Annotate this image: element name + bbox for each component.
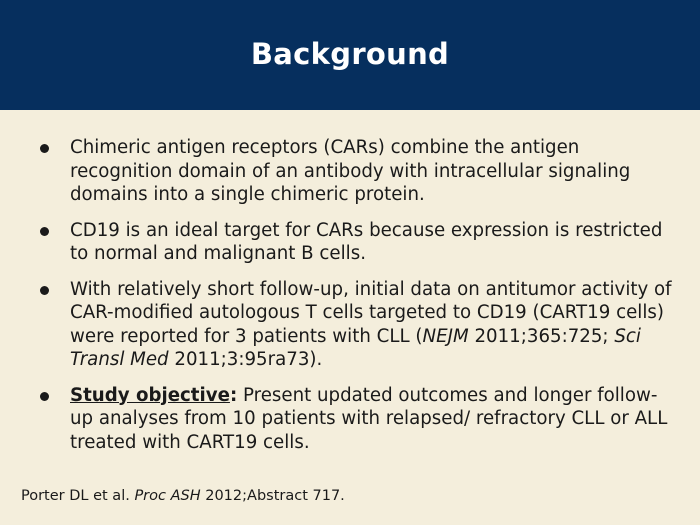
source-citation [21,487,345,505]
citation-journal: Proc ASH [134,488,201,504]
bullet-list [38,136,678,466]
reference-journal-sci-transl-med: Sci Transl Med [70,325,641,370]
bullet-text: CD19 is an ideal target for CARs because expression is restricted to normal and malignant B cells. [70,219,663,264]
reference-citation-nejm: 2011;365:725; [468,325,615,347]
bullet-text [70,278,678,372]
study-objective-text: Present updated outcomes and longer follow-up analyses from 10 patients with relapsed/ refractory CLL or ALL treated with CART19 cells. [70,384,668,453]
bullet-text: Chimeric antigen receptors (CARs) combine the antigen recognition domain of an antibody with intracellular signaling domains into a single chimeric protein. [70,137,631,205]
reference-journal-nejm: NEJM [422,325,469,347]
bullet-dot-icon [40,392,49,401]
bullet-dot-icon [40,144,49,153]
slide-title: Background [250,37,450,71]
bullet-text-main: With relatively short follow-up, initial data on antitumor activity of CAR-modified autologous T cells targeted to CD19 (CART19 cells) were reported for 3 patients with CLL ( [70,278,672,347]
bullet-dot-icon [40,286,49,295]
reference-citation-sci-transl-med: 2011;3:95ra73). [168,349,323,370]
bullet-text [70,384,678,455]
bullet-item-study-objective [38,384,678,455]
bullet-dot-icon [40,227,49,236]
bullet-item-cd19 [38,219,678,266]
study-objective-label: Study objective [70,384,230,406]
citation-authors: Porter DL et al. [21,488,135,504]
bullet-item-initial-data [38,278,678,372]
bullet-item-cars [38,136,678,207]
study-objective-colon: : [229,384,238,406]
citation-details: 2012;Abstract 717. [200,488,345,504]
title-banner [0,0,700,110]
